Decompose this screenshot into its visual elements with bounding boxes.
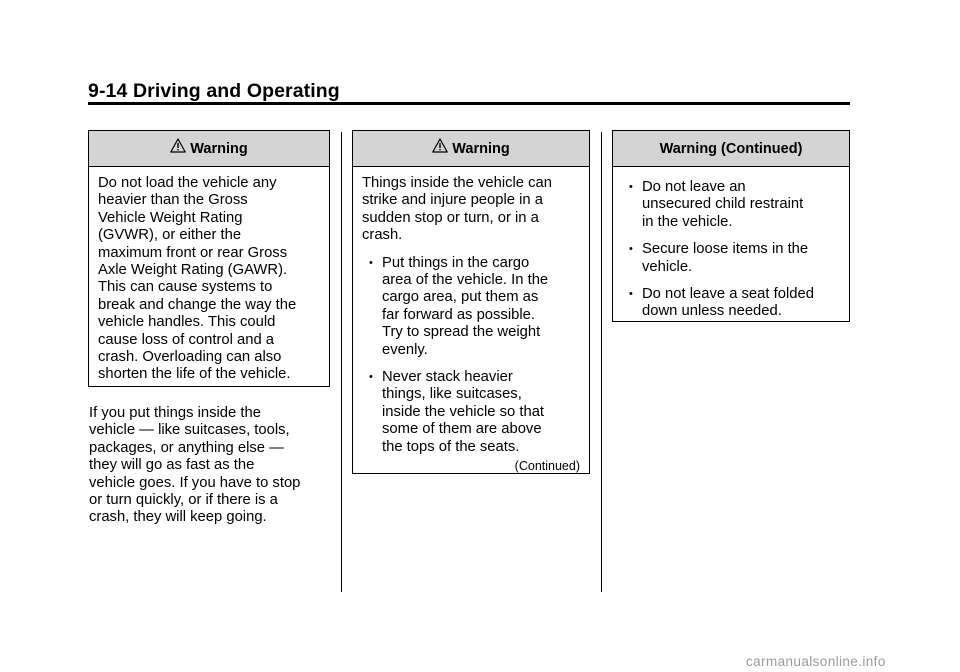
warning-header bbox=[89, 131, 329, 167]
body-paragraph: If you put things inside the vehicle — like suitcases, tools, packages, or anything else — they will go as fast as the vehicle goes. If you have to stop or turn quickly, or if there is a crash, they will keep going. bbox=[89, 405, 301, 526]
bullet-item: • Do not leave an unsecured child restraint in the vehicle. bbox=[622, 179, 840, 231]
warning-intro: Things inside the vehicle can strike and injure people in a sudden stop or turn, or in a crash. bbox=[362, 175, 553, 244]
warning-box-cargo bbox=[352, 130, 590, 474]
column-divider-right bbox=[601, 132, 602, 592]
warning-box-continued bbox=[612, 130, 850, 322]
warning-bullet-list bbox=[362, 255, 580, 456]
page-header: 9-14 Driving and Operating bbox=[88, 80, 340, 102]
warning-body bbox=[89, 167, 329, 390]
warning-triangle-icon bbox=[170, 138, 186, 153]
warning-triangle-icon bbox=[432, 138, 448, 153]
continued-label: (Continued) bbox=[514, 459, 580, 474]
header-rule bbox=[88, 102, 850, 105]
bullet-item: • Do not leave a seat folded down unless needed. bbox=[622, 286, 840, 321]
bullet-item: • Never stack heavier things, like suitcases, inside the vehicle so that some of them are above the tops of the seats. bbox=[362, 369, 580, 456]
warning-text: Do not load the vehicle any heavier than the Gross Vehicle Weight Rating (GVWR), or either the maximum front or rear Gross Axle Weight Rating (GAWR). This can cause systems to break and change the way the vehicle handles. This could cause loss of control and a crash. Overloading can also shorten the life of the vehicle. bbox=[98, 175, 297, 383]
warning-header bbox=[353, 131, 589, 167]
warning-title: Warning (Continued) bbox=[659, 140, 803, 157]
warning-header bbox=[613, 131, 849, 167]
bullet-item: • Secure loose items in the vehicle. bbox=[622, 241, 840, 276]
column-divider-left bbox=[341, 132, 342, 592]
warning-title: Warning bbox=[452, 140, 510, 157]
warning-bullet-list bbox=[622, 179, 840, 321]
warning-body bbox=[353, 167, 589, 482]
bullet-item: • Put things in the cargo area of the vehicle. In the cargo area, put them as far forward as possible. Try to spread the weight evenly. bbox=[362, 255, 580, 359]
warning-box-load bbox=[88, 130, 330, 387]
warning-body bbox=[613, 167, 849, 327]
watermark-text: carmanualsonline.info bbox=[746, 654, 886, 669]
warning-title: Warning bbox=[190, 140, 248, 157]
